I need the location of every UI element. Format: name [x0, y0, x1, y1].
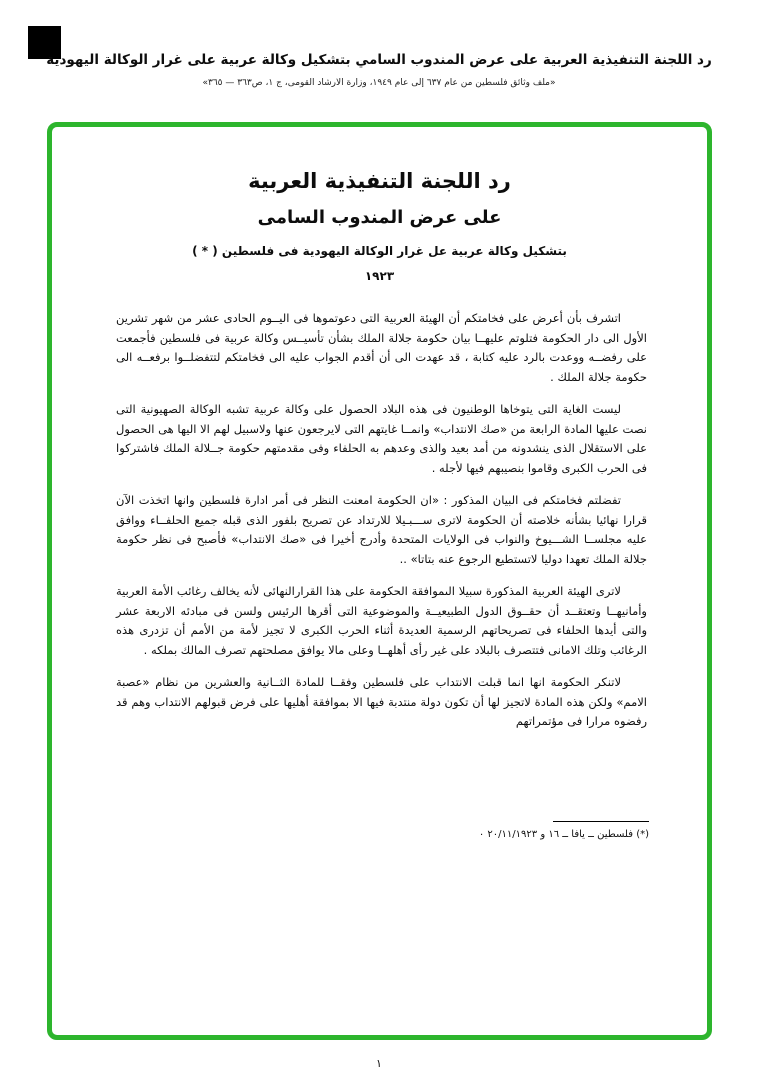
paragraph-3: تفضلتم فخامتكم فى البيان المذكور : «ان الحكومة امعنت النظر فى أمر ادارة فلسطين وانها اتخذت الآن قرارا نهائيا بشأنه خلاصته أن الحكومة لاترى ســـبـيلا للارتداد عن تصريح بلفور الذى قبله جميع الحلفــاء ووافق عليه مجلســا الشـــيوخ والنواب فى الولايات المتحدة وأدرج أخيرا فى «صك الانتداب» فأصبح فى نظر حكومة جلالة الملك تعهدا دوليا لاتستطيع الرجوع عنه بتاتا» .. [116, 493, 647, 566]
paragraph-5: لاتنكر الحكومة انها انما قبلت الانتداب على فلسطين وفقــا للمادة الثــانية والعشرين من نظام «عصبة الامم» ولكن هذه المادة لاتجيز لها أن تكون دولة منتدبة فيها الا بموافقة أهليها على فرض قبولهم الانتداب وهم قد رفضوه مرارا فى مؤتمراتهم [116, 675, 647, 728]
document-subtitle: على عرض المندوب السامى [257, 207, 502, 228]
document-title: رد اللجنة التنفيذية العربية [248, 169, 511, 193]
paragraph-4: لاترى الهيئة العربية المذكورة سبيلا الىموافقة الحكومة على هذا القرارالنهائى لأنه يخالف رغائب الأمة العربية وأمانيهــا وتعتقــد أن حقــوق الدول الطبيعيــة والموضوعية التى أقرها الرئيس ولسن فى مبادئه الاربعة عشر والتى أيدها الحلفاء فى تصريحاتهم الرسمية العديدة أثناء الحرب الكبرى لا تجيز لأمة من الأمم أن تزدرى هذه الرغائب وتلك الامانى فتتصرف بالبلاد على غير رأى أهلهــا وعلى مالا يوافق مصلحتهم تصرف المالك بملكه . [116, 584, 647, 657]
paragraph-1: اتشرف بأن أعرض على فخامتكم أن الهيئة العربية التى دعوتموها فى اليــوم الحادى عشر من شهر تشرين الأول الى دار الحكومة فتلوتم عليهــا بيان حكومة جلالة الملك بشأن تأسيــس وكالة عربية فى فلسطين فأجمعت على رفضــه ووعدت بالرد عليه كتابة ، قد عهدت الى أن أقدم الجواب عليه الى فخامتكم لتتفضلــوا برفعــه الى حكومة جلالة الملك . [116, 311, 647, 384]
document-subheading: بتشكيل وكالة عربية عل غرار الوكالة اليهودية فى فلسطين ( * ) [192, 244, 567, 258]
document-year: ١٩٢٣ [364, 269, 395, 283]
page-header [40, 52, 718, 88]
document-frame [47, 122, 712, 1040]
footnote: (*) فلسطين ــ يافا ــ ١٦ و ٢٠/١١/١٩٢٣ ٠ [478, 829, 649, 840]
footnote-divider [553, 821, 649, 822]
header-subtitle: «ملف وثائق فلسطين من عام ٦٣٧ إلى عام ١٩٤٩، وزارة الارشاد القومى، ج ١، ص٣٦٣ — ٣٦٥» [202, 78, 556, 88]
document-body [116, 309, 647, 732]
page-number: ١ [376, 1057, 382, 1070]
paragraph-2: ليست الغاية التى يتوخاها الوطنيون فى هذه البلاد الحصول على وكالة عربية تشبه الوكالة الصهيونية التى نصت عليها المادة الرابعة من «صك الانتداب» وانمــا غايتهم التى لايرجعون عنها ولاسبيل لهم الا اليها هى الحصول على الاستقلال الذى ينشدونه من أمد بعيد والذى وعدهم به الحلفاء وفى مقدمتهم حكومة جــلالة الملك فاشتركوا فى الحرب الكبرى وقاموا بنصيبهم فيها لأجله . [116, 402, 647, 475]
header-title: رد اللجنة التنفيذية العربية على عرض المندوب السامي بتشكيل وكالة عربية على غرار الوكالة اليهودية [46, 52, 712, 68]
